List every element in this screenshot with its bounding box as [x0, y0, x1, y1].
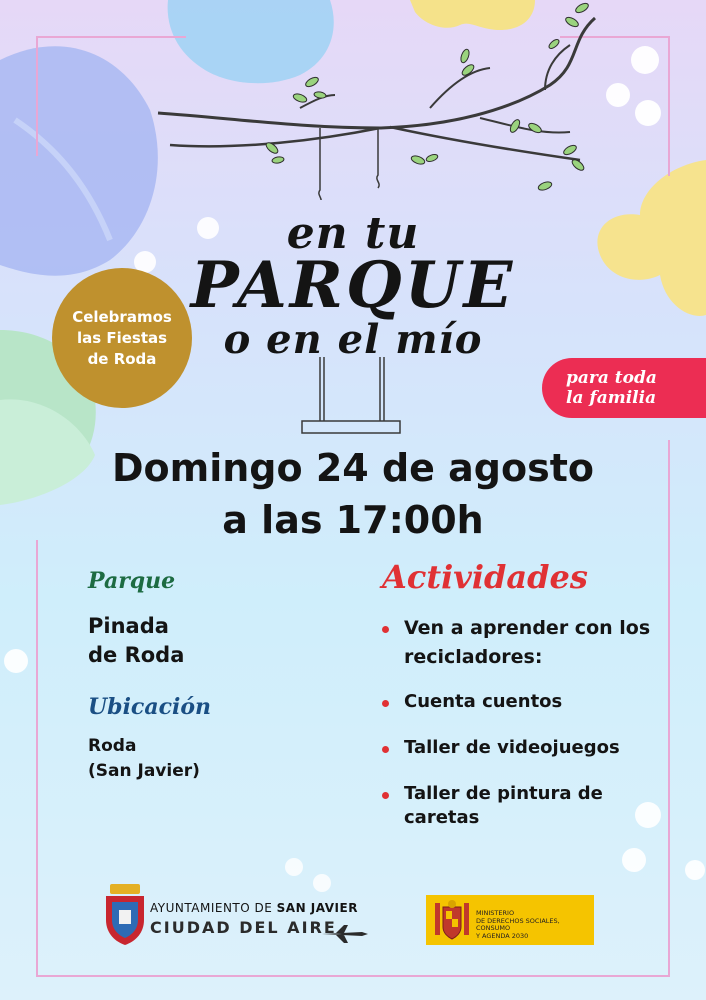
ministry-line: MINISTERIO	[476, 909, 515, 917]
audience-badge	[542, 358, 706, 418]
celebration-badge-line: de Roda	[87, 349, 157, 368]
title-line-2: PARQUE	[190, 248, 516, 323]
ministry-line: DE DERECHOS SOCIALES, CONSUMO	[476, 916, 560, 932]
tree-branch-illustration	[150, 0, 600, 200]
event-time: a las 17:00h	[222, 498, 484, 542]
frame-line	[36, 975, 670, 977]
san-javier-name: SAN JAVIER	[276, 901, 358, 915]
ministry-line: Y AGENDA 2030	[476, 931, 529, 940]
title-line-3: o en el mío	[223, 316, 483, 363]
activity-item	[380, 782, 680, 830]
activity-label: Cuenta cuentos	[404, 691, 563, 712]
park-heading: Parque	[88, 568, 176, 594]
bullet-icon	[382, 700, 389, 707]
bullet-icon	[382, 626, 389, 633]
location-name	[88, 734, 288, 784]
activity-label: Ven a aprender con los recicladores:	[404, 617, 651, 668]
park-name	[88, 612, 288, 670]
park-name-line: Pinada	[88, 614, 169, 638]
park-name-line: de Roda	[88, 643, 185, 667]
bullet-icon	[382, 792, 389, 799]
location-name-line: Roda	[88, 736, 137, 756]
title-line-1: en tu	[286, 208, 420, 259]
activity-item	[380, 736, 680, 760]
ministry-name	[476, 910, 592, 940]
frame-line	[36, 36, 38, 156]
activities-heading: Actividades	[382, 558, 588, 596]
airplane-icon	[322, 925, 368, 943]
activity-label: Taller de pintura de caretas	[404, 783, 603, 828]
event-date: Domingo 24 de agosto	[111, 446, 594, 490]
celebration-badge-line: las Fiestas	[76, 328, 168, 347]
bullet-icon	[382, 746, 389, 753]
celebration-badge	[52, 268, 192, 408]
audience-badge-line: para toda	[566, 368, 657, 388]
san-javier-prefix: AYUNTAMIENTO DE	[150, 901, 277, 915]
activity-item	[380, 614, 680, 672]
audience-badge-line: la familia	[566, 388, 657, 408]
coat-of-arms-icon	[104, 884, 146, 946]
activities-list	[380, 614, 680, 852]
frame-line	[668, 36, 670, 176]
spain-coat-of-arms-icon	[432, 899, 472, 941]
location-name-line: (San Javier)	[88, 761, 200, 781]
celebration-badge-line: Celebramos	[72, 307, 172, 326]
swing-illustration	[290, 355, 410, 445]
ciudad-del-aire-text: CIUDAD DEL AIRE	[150, 918, 337, 937]
activity-label: Taller de videojuegos	[404, 737, 620, 758]
location-heading: Ubicación	[88, 694, 211, 720]
san-javier-logo-text	[150, 901, 358, 915]
activity-item	[380, 690, 680, 714]
frame-line	[36, 540, 38, 976]
